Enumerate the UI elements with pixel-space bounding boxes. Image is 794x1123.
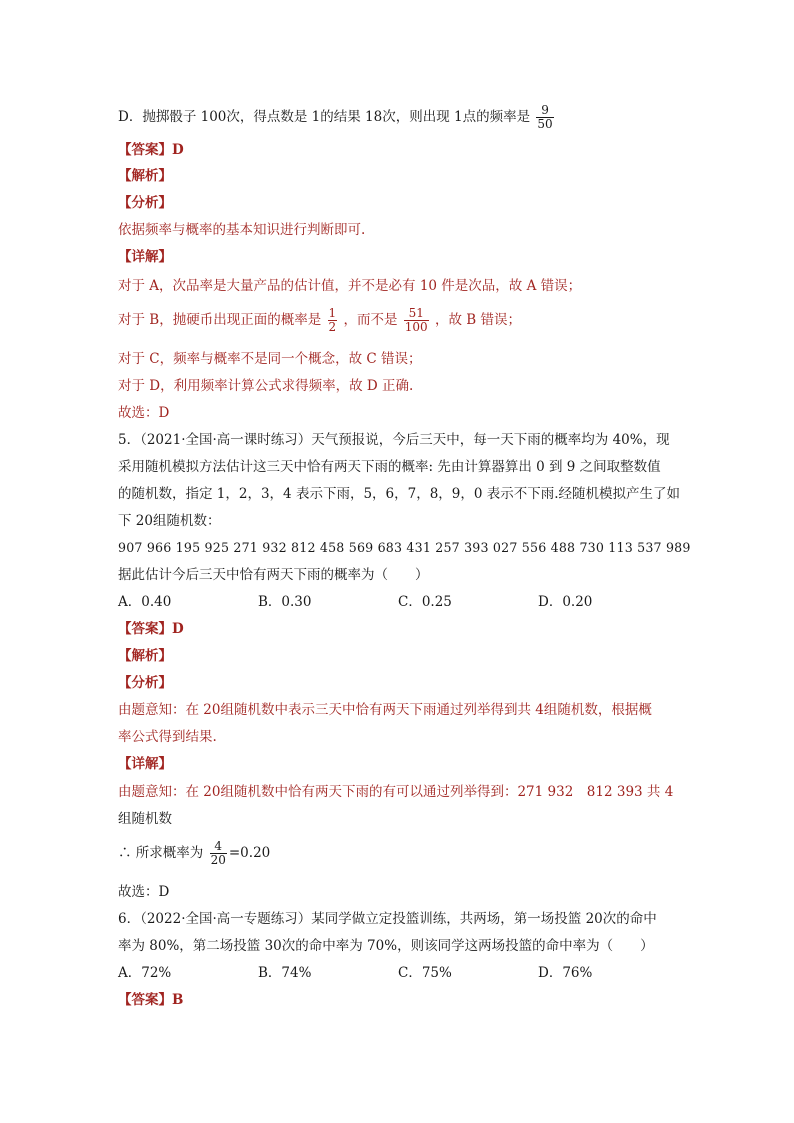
option-d-line: D．抛掷骰子 100次，得点数是 1的结果 18次，则出现 1点的频率是 $\frac{9}{50}$ — [118, 103, 553, 131]
question-5-line-4: 下 20组随机数： — [118, 513, 221, 529]
fenxi-heading: 【分析】 — [118, 195, 172, 211]
fenxi-heading: 【分析】 — [118, 675, 172, 691]
analysis-heading: 【解析】 — [118, 168, 172, 184]
option-b: B．74% — [258, 965, 312, 981]
question-5-line-1: 5．（2021·全国·高一课时练习）天气预报说，今后三天中，每一天下雨的概率均为 40%，现 — [118, 432, 670, 448]
xiangjie-heading: 【详解】 — [118, 756, 172, 772]
detail-2-line-1: 由题意知：在 20组随机数中恰有两天下雨的有可以通过列举得到：271 932 812 393 共 4 — [118, 784, 674, 800]
fraction: $\frac{51}{100}$ — [404, 306, 428, 334]
option-b: B．0.30 — [258, 594, 312, 610]
option-c: C．75% — [398, 965, 452, 981]
question-6-line-1: 6．（2022·全国·高一专题练习）某同学做立定投篮训练，共两场，第一场投篮 20次的命中 — [118, 911, 657, 927]
detail-d: 对于 D，利用频率计算公式求得频率，故 D 正确. — [118, 378, 414, 394]
question-5-line-3: 的随机数，指定 1，2，3，4 表示下雨，5，6，7，8，9，0 表示不下雨.经随机模拟产生了如 — [118, 486, 681, 502]
answer-label: 【答案】D — [118, 142, 184, 158]
option-c: C．0.25 — [398, 594, 452, 610]
fraction: $\frac{9}{50}$ — [537, 103, 553, 131]
analysis-heading: 【解析】 — [118, 648, 172, 664]
detail-b: 对于 B，抛硬币出现正面的概率是 $\frac{1}{2}$ ，而不是 $\frac{51}{100}$ ，故 B 错误； — [118, 306, 521, 334]
question-6-line-2: 率为 80%，第二场投篮 30次的命中率为 70%，则该同学这两场投篮的命中率为（ ） — [118, 938, 654, 954]
fenxi-text-2: 率公式得到结果. — [118, 729, 217, 745]
random-numbers: 907 966 195 925 271 932 812 458 569 683 431 257 393 027 556 488 730 113 537 989 — [118, 540, 691, 555]
detail-a: 对于 A，次品率是大量产品的估计值，并不是必有 10 件是次品，故 A 错误； — [118, 278, 582, 294]
fenxi-text-1: 由题意知：在 20组随机数中表示三天中恰有两天下雨通过列举得到共 4组随机数，根据概 — [118, 702, 652, 718]
question-6-options — [118, 963, 592, 983]
fenxi-text: 依据频率与概率的基本知识进行判断即可. — [118, 222, 366, 238]
probability-calc: ∴ 所求概率为 $\frac{4}{20}$ =0.20 — [118, 839, 271, 867]
question-5-line-2: 采用随机模拟方法估计这三天中恰有两天下雨的概率: 先由计算器算出 0 到 9 之间取整数值 — [118, 459, 661, 475]
fraction: $\frac{4}{20}$ — [210, 839, 226, 867]
xiangjie-heading: 【详解】 — [118, 249, 172, 265]
question-5-question: 据此估计今后三天中恰有两天下雨的概率为（ ） — [118, 567, 429, 583]
option-d: D．76% — [538, 965, 593, 981]
detail-2-line-2: 组随机数 — [118, 811, 172, 827]
option-a: A．0.40 — [118, 594, 172, 610]
choose-line: 故选：D — [118, 405, 170, 421]
choose-line: 故选：D — [118, 884, 170, 900]
option-a: A．72% — [118, 965, 172, 981]
answer-label: 【答案】B — [118, 992, 184, 1008]
fraction: $\frac{1}{2}$ — [328, 306, 337, 334]
answer-label: 【答案】D — [118, 621, 184, 637]
question-5-options — [118, 592, 592, 612]
detail-c: 对于 C，频率与概率不是同一个概念，故 C 错误； — [118, 351, 422, 367]
option-d: D．0.20 — [538, 594, 593, 610]
